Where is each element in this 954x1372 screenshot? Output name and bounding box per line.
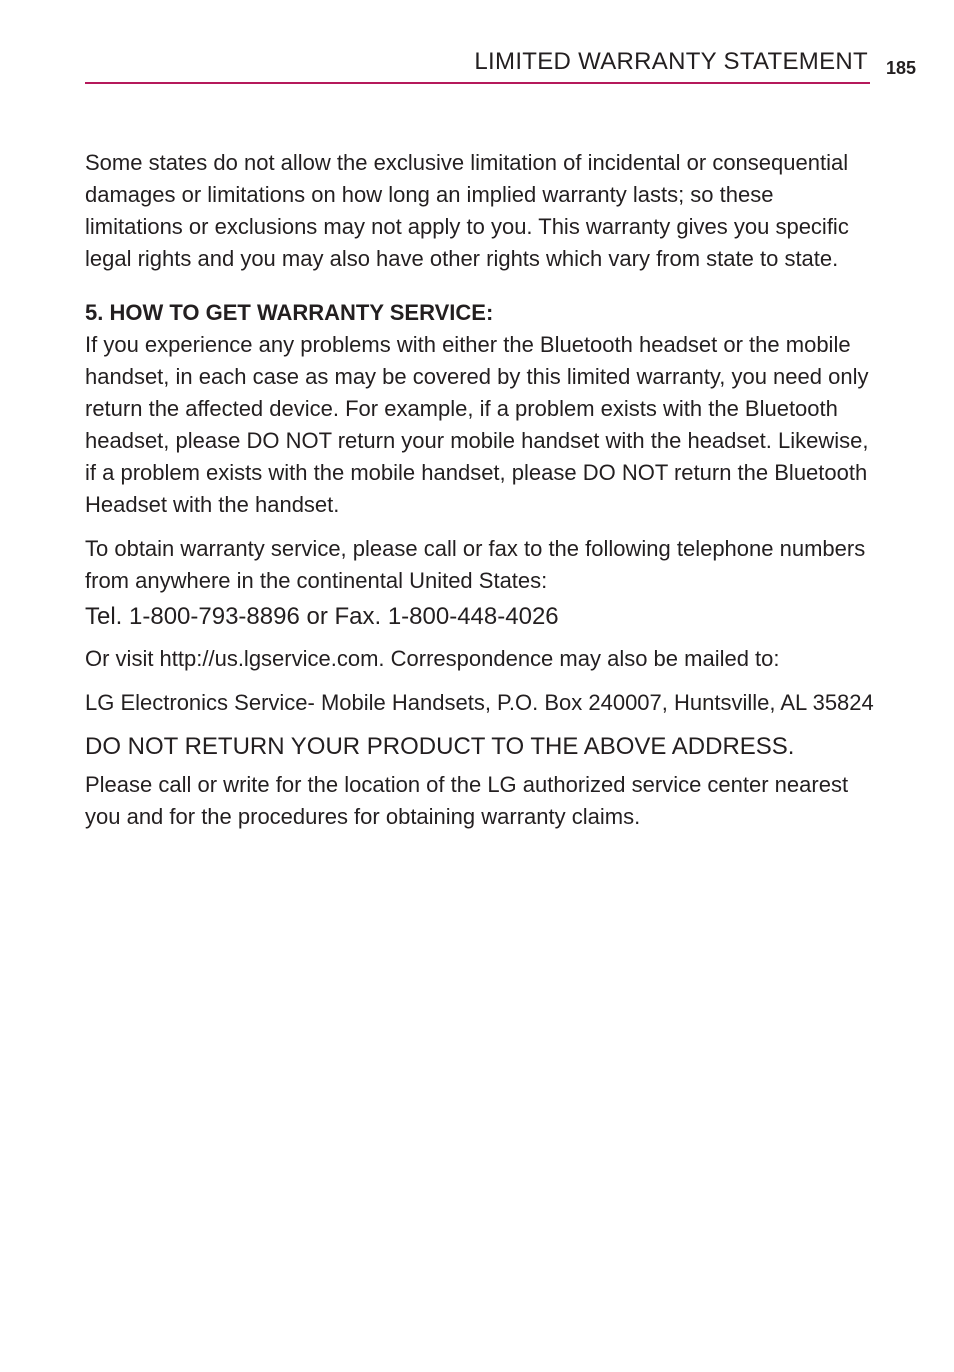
closing-paragraph: Please call or write for the location of the LG authorized service center nearest you and for the procedures for obtaining warranty claims. [85,772,849,829]
page-number: 185 [886,58,917,78]
mailing-address: LG Electronics Service- Mobile Handsets, P.O. Box 240007, Huntsville, AL 35824 [85,690,874,715]
page-header [85,48,870,84]
do-not-return-warning: DO NOT RETURN YOUR PRODUCT TO THE ABOVE ADDRESS. [85,733,795,760]
page-content [85,147,875,845]
service-paragraph-2: To obtain warranty service, please call or fax to the following telephone numbers from anywhere in the continental United States: [85,536,866,593]
phone-fax-numbers: Tel. 1-800-793-8896 or Fax. 1-800-448-4026 [85,603,559,630]
section-heading: 5. HOW TO GET WARRANTY SERVICE: [85,300,494,325]
visit-website-text: Or visit http://us.lgservice.com. Correspondence may also be mailed to: [85,646,780,671]
service-paragraph-1: If you experience any problems with either the Bluetooth headset or the mobile handset, in each case as may be covered by this limited warranty, you need only return the affected device. For example, if a problem exists with the Bluetooth headset, please DO NOT return your mobile handset with the headset. Likewise, if a problem exists with the mobile handset, please DO NOT return the Bluetooth Headset with the handset. [85,332,869,517]
intro-paragraph: Some states do not allow the exclusive limitation of incidental or consequential damages or limitations on how long an implied warranty lasts; so these limitations or exclusions may not apply to you. This warranty gives you specific legal rights and you may also have other rights which vary from state to state. [85,150,849,271]
header-title: LIMITED WARRANTY STATEMENT [474,48,868,75]
